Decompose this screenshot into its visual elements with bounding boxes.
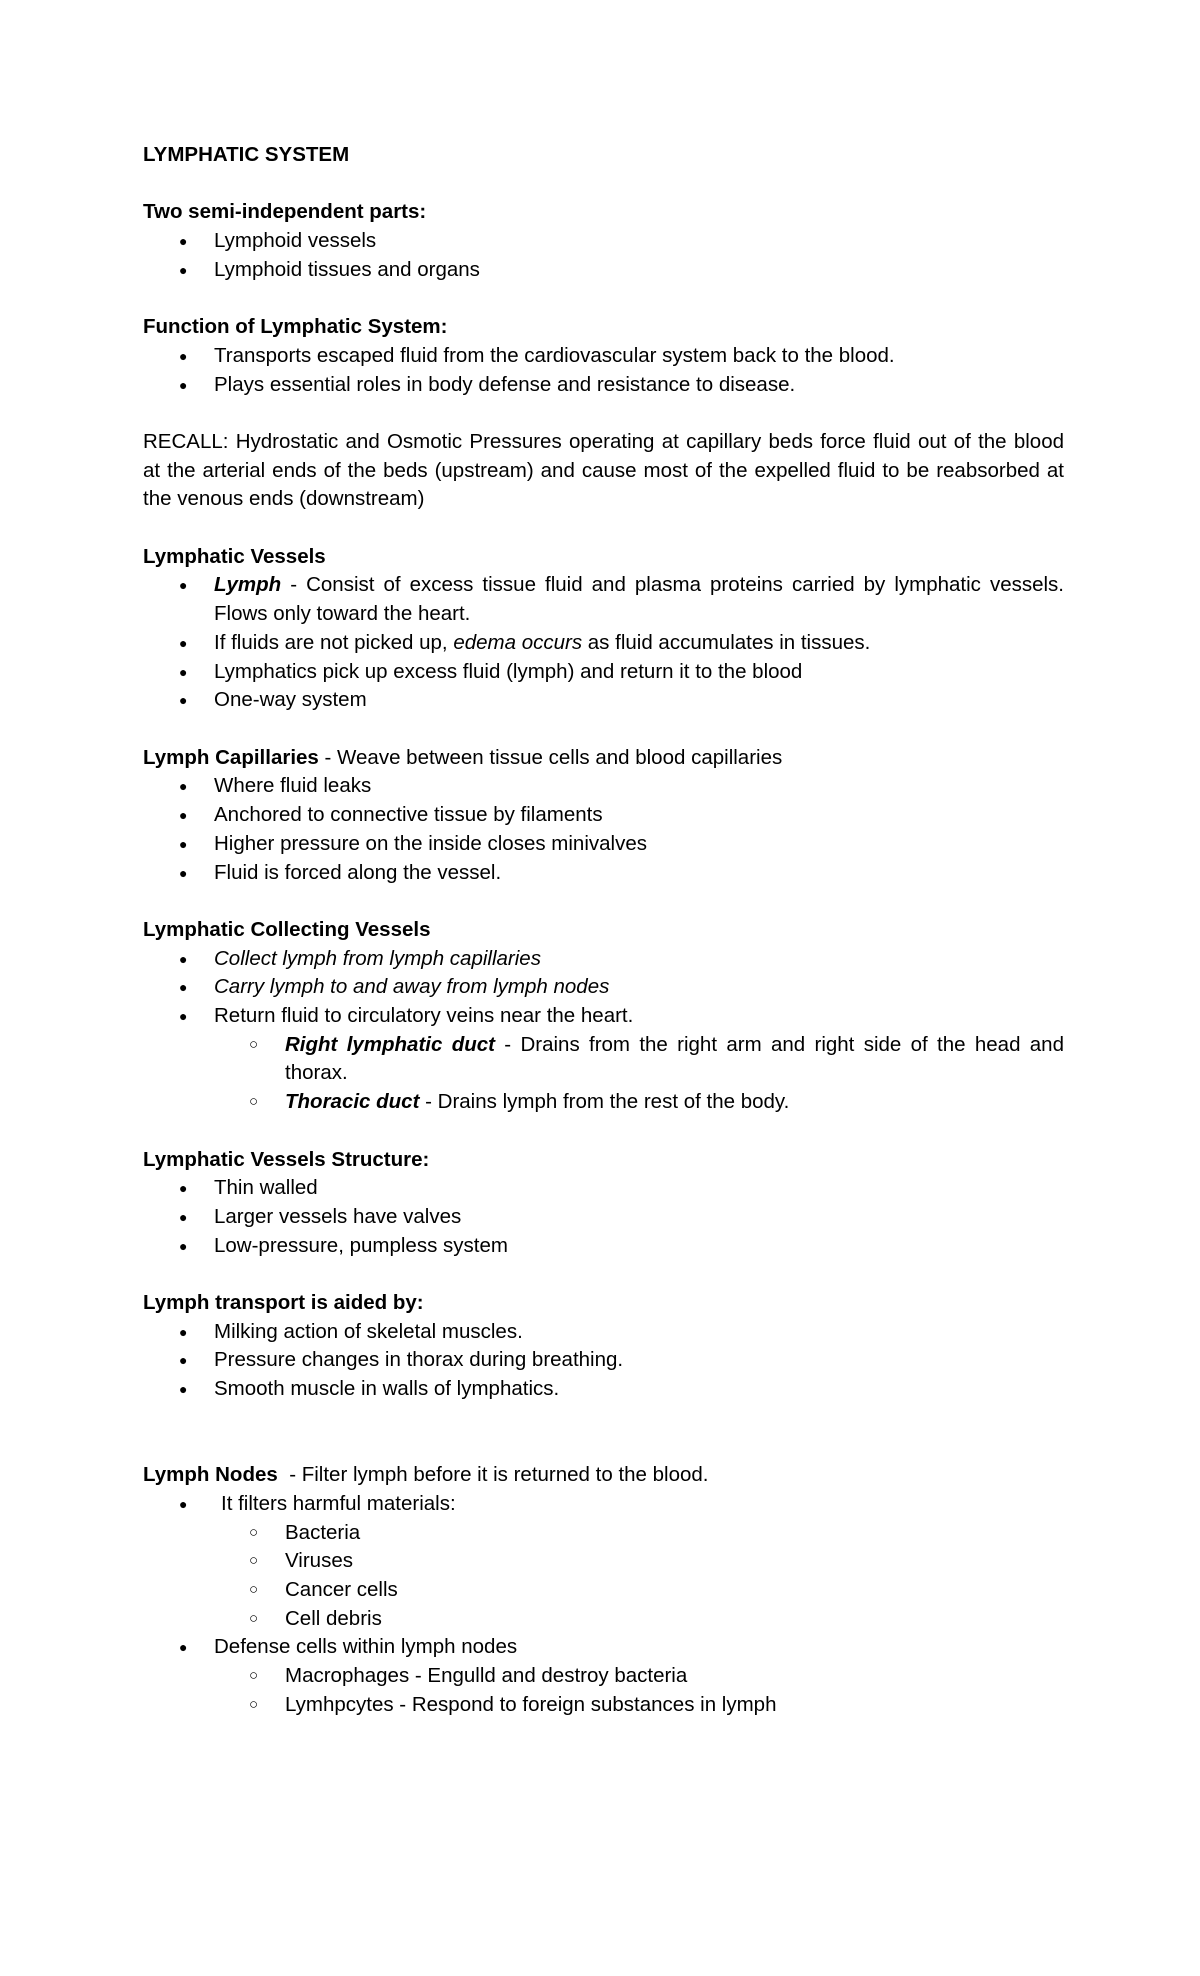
document-content xyxy=(143,141,1064,1748)
section-heading: Function of Lymphatic System: xyxy=(143,315,448,339)
list-item xyxy=(143,1002,1064,1117)
term-right-lymphatic-duct: Right lymphatic duct xyxy=(285,1032,495,1056)
item-text: Return fluid to circulatory veins near the heart. xyxy=(214,1004,634,1027)
sub-bullet-list xyxy=(214,1519,1064,1634)
bullet-list xyxy=(143,227,1064,284)
spacer xyxy=(143,1433,1064,1462)
term-thoracic-duct: Thoracic duct xyxy=(285,1090,420,1114)
section-lymph-transport xyxy=(143,1289,1064,1404)
list-item: ● Low-pressure, pumpless system xyxy=(143,1232,1064,1261)
list-item: ● Transports escaped fluid from the cardiovascular system back to the blood. xyxy=(143,342,1064,371)
list-item: ● Carry lymph to and away from lymph nodes xyxy=(143,973,1064,1002)
term-description: - Drains lymph from the rest of the body. xyxy=(419,1090,790,1114)
bullet-list xyxy=(143,1174,1064,1260)
bullet-list xyxy=(143,1490,1064,1720)
section-heading: Two semi-independent parts: xyxy=(143,200,427,224)
list-item: ● Fluid is forced along the vessel. xyxy=(143,859,1064,888)
list-item: ● Larger vessels have valves xyxy=(143,1203,1064,1232)
document-title: LYMPHATIC SYSTEM xyxy=(143,143,350,166)
list-item xyxy=(143,1490,1064,1634)
list-item: ● Anchored to connective tissue by filaments xyxy=(143,801,1064,830)
term-lymph: Lymph xyxy=(214,573,282,597)
sub-list-item: ○ Macrophages - Engulld and destroy bacteria xyxy=(214,1662,1064,1691)
item-text: Defense cells within lymph nodes xyxy=(214,1635,518,1659)
list-item: ● Lymphoid vessels xyxy=(143,227,1064,256)
bullet-list xyxy=(143,571,1064,715)
sub-list-item: ○ Viruses xyxy=(214,1547,1064,1576)
sub-list-item: ○ Cancer cells xyxy=(214,1576,1064,1605)
section-heading: Lymph transport is aided by: xyxy=(143,1291,424,1314)
sub-list-item: ○ Bacteria xyxy=(214,1519,1064,1548)
section-parts xyxy=(143,198,1064,284)
section-lymph-nodes xyxy=(143,1461,1064,1719)
bullet-list xyxy=(143,772,1064,887)
section-function xyxy=(143,313,1064,399)
section-lymph-capillaries xyxy=(143,744,1064,888)
sub-list-item xyxy=(214,1088,1064,1117)
section-collecting-vessels xyxy=(143,916,1064,1117)
list-item: ● Where fluid leaks xyxy=(143,772,1064,801)
list-item: ● Higher pressure on the inside closes minivalves xyxy=(143,830,1064,859)
list-item xyxy=(143,571,1064,628)
section-vessel-structure xyxy=(143,1146,1064,1261)
sub-bullet-list xyxy=(214,1662,1064,1719)
term-description: - Drains from the right arm and right side of the head and thorax. xyxy=(285,1032,1064,1085)
item-text: as fluid accumulates in tissues. xyxy=(582,630,871,654)
sub-list-item: ○ Lymhpcytes - Respond to foreign substances in lymph xyxy=(214,1691,1064,1720)
recall-paragraph: RECALL: Hydrostatic and Osmotic Pressures operating at capillary beds force fluid out of the blood at the arterial ends of the beds (upstream) and cause most of the expelled fluid to be reabsorbed at the venous ends (downstream) xyxy=(143,429,1064,511)
section-lymphatic-vessels xyxy=(143,543,1064,715)
term-edema: edema occurs xyxy=(453,630,583,654)
list-item: ● Plays essential roles in body defense and resistance to disease. xyxy=(143,371,1064,400)
item-text: If fluids are not picked up, xyxy=(214,630,454,654)
list-item: ● Collect lymph from lymph capillaries xyxy=(143,945,1064,974)
heading-description: - Filter lymph before it is returned to the blood. xyxy=(277,1463,709,1487)
list-item: ● Pressure changes in thorax during breathing. xyxy=(143,1346,1064,1375)
sub-list-item: ○ Cell debris xyxy=(214,1605,1064,1634)
item-text: It filters harmful materials: xyxy=(221,1491,456,1515)
term-description: - Consist of excess tissue fluid and plasma proteins carried by lymphatic vessels. Flows only toward the heart. xyxy=(214,573,1064,626)
section-heading: Lymphatic Vessels Structure: xyxy=(143,1147,430,1171)
heading-description: - Weave between tissue cells and blood capillaries xyxy=(318,745,783,769)
section-heading-line xyxy=(143,1461,1064,1490)
section-heading: Lymphatic Collecting Vessels xyxy=(143,917,431,941)
list-item: ● Smooth muscle in walls of lymphatics. xyxy=(143,1375,1064,1404)
bullet-list xyxy=(143,945,1064,1117)
list-item: ● Milking action of skeletal muscles. xyxy=(143,1318,1064,1347)
list-item: ● Thin walled xyxy=(143,1174,1064,1203)
sub-list-item xyxy=(214,1031,1064,1088)
section-heading: Lymphatic Vessels xyxy=(143,544,326,568)
list-item xyxy=(143,629,1064,658)
bullet-list xyxy=(143,342,1064,399)
list-item: ● Lymphoid tissues and organs xyxy=(143,256,1064,285)
sub-bullet-list xyxy=(214,1031,1064,1117)
list-item xyxy=(143,1633,1064,1719)
list-item: ● One-way system xyxy=(143,686,1064,715)
bullet-list xyxy=(143,1318,1064,1404)
section-heading: Lymph Nodes xyxy=(143,1463,278,1487)
section-heading: Lymph Capillaries xyxy=(143,745,319,769)
list-item: ● Lymphatics pick up excess fluid (lymph) and return it to the blood xyxy=(143,658,1064,687)
section-heading-line xyxy=(143,744,1064,773)
